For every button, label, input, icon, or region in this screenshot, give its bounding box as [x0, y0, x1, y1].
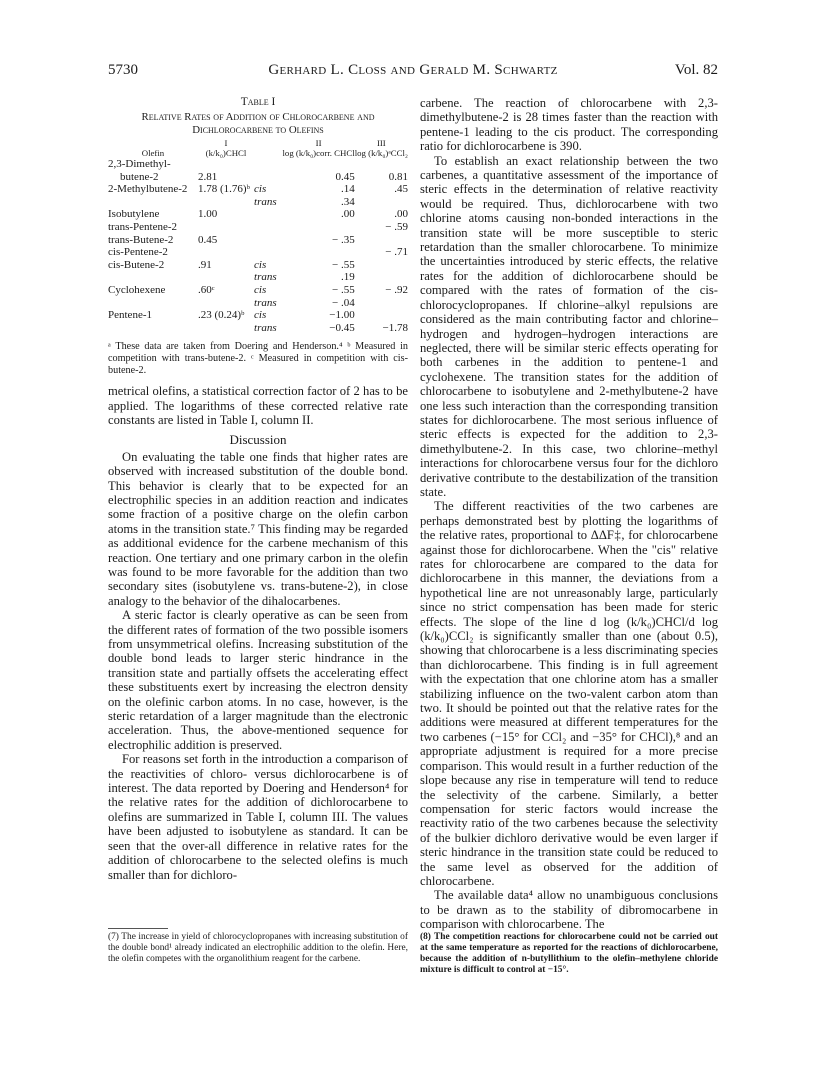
table-cell-olefin — [108, 196, 198, 209]
col-number: I — [224, 138, 228, 148]
table-cell-iso: trans — [254, 271, 277, 284]
table-cell-iso — [254, 208, 282, 221]
table-cell-i — [198, 246, 254, 259]
section-heading: Discussion — [229, 432, 287, 448]
page-header — [108, 62, 718, 84]
table-cell-iii — [355, 234, 408, 247]
table-row — [108, 322, 408, 335]
table-row — [108, 297, 408, 310]
table-header-row — [108, 148, 408, 158]
running-authors: Gerhard L. Closs and Gerald M. Schwartz — [268, 62, 558, 78]
table-row — [108, 183, 408, 196]
table-cell-iso — [254, 171, 282, 184]
paragraph: The different reactivities of the two carbenes are perhaps demonstrated best by plotting the logarithms of the relative rates, proportional to ΔΔF‡, for chlorocarbene against those for dichlorocarbene. When the "cis" relative rates for chlorocarbene are compared to the data for dichlorocarbene in this manner, the deviations from a hypothetical line are not unreasonably large, particularly since no strict compensation has been made for steric effects. The slope of the line d log (k/k₀)CHCl/d log (k/k₀)CCl₂ is significantly smaller than one (about 0.5), showing that chlorocarbene is a less discriminating species than dichlorocarbene. This finding is in full agreement with the expectation that one chlorine atom has a smaller stabilizing influence on the two-valent carbon atom than two. It should be pointed out that the relative rates for the additions were measured at different temperatures for the two carbenes (−15° for CCl₂ and −35° for CHCl),⁸ and an appropriate adjustment is required for a more precise comparison. This would result in a further reduction of the slope because any rise in temperature will tend to reduce the selectivity of the carbene. Similarly, a better compensation for steric factors would increase the reactivity ratio of the two carbenes because the selectivity of the bulkier dichloro derivative would be even larger if steric hindrance in the transition state could be reduced to the same level as observed for the addition of chlorocarbene. — [420, 499, 718, 888]
paragraph: carbene. The reaction of chlorocarbene with 2,3-dimethylbutene-2 is 28 times faster than the reaction with pentene-1 leading to the cis product. The corresponding ratio for dichlorocarbene is 390. — [420, 96, 718, 154]
table-cell-olefin: 2,3-Dimethyl- — [108, 158, 171, 170]
col-head-i: (k/k₀)CHCl — [205, 148, 247, 158]
table-row — [108, 284, 408, 297]
table-label: Table I — [240, 96, 276, 108]
table-cell-olefin: Pentene-1 — [108, 309, 152, 322]
table-cell-iii: − .92 — [385, 283, 408, 296]
table-cell-olefin: trans-Butene-2 — [108, 233, 174, 246]
table-cell-iso: cis — [254, 258, 267, 271]
table-cell-i — [198, 158, 254, 171]
paragraph: metrical olefins, a statistical correction factor of 2 has to be applied. The logarithms of these corrected relative rate constants are listed in Table I, column II. — [108, 384, 408, 427]
table-cell-i: .23 (0.24)ᵇ — [197, 309, 245, 322]
table-cell-ii: − .35 — [331, 233, 355, 246]
table-row — [108, 259, 408, 272]
table-cell-ii — [282, 158, 354, 171]
table-cell-i — [198, 271, 254, 284]
table-cell-olefin — [108, 297, 198, 310]
table-row — [108, 309, 408, 322]
table-cell-ii — [282, 221, 354, 234]
table-cell-iii: .45 — [394, 183, 408, 196]
table-cell-iii — [355, 309, 408, 322]
table-notes: ᵃ These data are taken from Doering and Henderson.⁴ ᵇ Measured in competition with trans-butene-2. ᶜ Measured in competition with cis-butene-2. — [108, 341, 408, 376]
table-cell-i: 1.78 (1.76)ᵇ — [197, 183, 250, 196]
table-cell-i: 2.81 — [197, 170, 218, 183]
table-cell-iii — [355, 196, 408, 209]
table-cell-olefin — [108, 271, 198, 284]
right-column — [420, 96, 718, 932]
table-cell-ii: .14 — [340, 183, 355, 196]
table-cell-iso — [254, 246, 282, 259]
table-cell-olefin: cis-Butene-2 — [108, 258, 165, 271]
table-title: Relative Rates of Addition of Chlorocarbene and Dichlorocarbene to Olefins — [141, 111, 375, 136]
table-row — [108, 196, 408, 209]
table-cell-iii — [355, 271, 408, 284]
table-cell-iii — [355, 297, 408, 310]
table-cell-ii: .34 — [340, 195, 355, 208]
table-cell-ii: −1.00 — [329, 309, 355, 322]
table-cell-iii: 0.81 — [388, 170, 408, 183]
paragraph: A steric factor is clearly operative as can be seen from the different rates of formation of the two possible isomers from unsymmetrical olefins. Increasing substitution of the double bond leads to larger steric hindrance in the transition state and partially offsets the accelerating effect these substituents exert by increasing the electron density on the olefinic carbon atoms. In no case, however, is the steric retardation of a larger magnitude than the electronic acceleration. Thus, the above-mentioned sequence for electrophilic addition is preserved. — [108, 608, 408, 752]
table-cell-ii: − .55 — [331, 283, 355, 296]
table-row — [108, 234, 408, 247]
footnote-rule — [108, 928, 168, 929]
table-cell-iii — [355, 158, 408, 171]
paragraph: For reasons set forth in the introduction a comparison of the reactivities of chloro- versus dichlorocarbene is of interest. The data reported by Doering and Henderson⁴ for the relative rates for the addition of dichlorocarbene to olefins are summarized in Table I, column III. The values have been adjusted to isobutylene as standard. It can be seen that the over-all difference in relative rates for the addition of chlorocarbene to the selected olefins is much smaller than for dichloro- — [108, 752, 408, 882]
table-cell-ii: −0.45 — [329, 321, 355, 334]
col-number: II — [315, 138, 322, 148]
table-row — [108, 208, 408, 221]
table-cell-iso: trans — [254, 195, 277, 208]
rates-table — [108, 138, 408, 334]
table-cell-ii: .00 — [340, 208, 355, 221]
volume-label: Vol. 82 — [674, 62, 718, 78]
table-cell-iso: cis — [254, 183, 267, 196]
table-cell-iso: cis — [254, 309, 267, 322]
table-cell-iii: − .59 — [385, 220, 408, 233]
col-head-iii: log (k/k₀)ᵃCCl₂ — [354, 148, 408, 158]
table-row — [108, 221, 408, 234]
table-cell-iso: trans — [254, 321, 277, 334]
table-row — [108, 246, 408, 259]
table-cell-ii: 0.45 — [335, 170, 355, 183]
table-cell-i — [198, 297, 254, 310]
table-cell-olefin: Isobutylene — [108, 208, 160, 221]
table-row — [108, 158, 408, 171]
table-cell-olefin — [108, 322, 198, 335]
table-cell-iso — [254, 234, 282, 247]
table-cell-ii: .19 — [340, 271, 355, 284]
col-head-olefin: Olefin — [141, 148, 165, 158]
table-cell-iii: .00 — [394, 208, 408, 221]
table-cell-ii: − .04 — [331, 296, 355, 309]
table-cell-ii — [282, 246, 354, 259]
table-cell-i: .91 — [197, 258, 212, 271]
footnote-7: (7) The increase in yield of chlorocyclopropanes with increasing substitution of the double bond¹ already indicated an electrophilic addition to the olefin. Here, the olefin competes with the organolithium reagent for the carbene. — [108, 932, 408, 964]
table-cell-i — [198, 221, 254, 234]
table-cell-olefin: butene-2 — [120, 170, 159, 183]
paragraph: The available data⁴ allow no unambiguous conclusions to be drawn as to the stability of dibromocarbene in comparison with chlorocarbene. The — [420, 888, 718, 932]
table-row — [108, 271, 408, 284]
table-cell-iso: cis — [254, 283, 267, 296]
table-cell-olefin: cis-Pentene-2 — [108, 246, 168, 259]
left-body — [108, 384, 408, 882]
table-cell-i: 1.00 — [197, 208, 218, 221]
table-cell-iii: −1.78 — [382, 321, 408, 334]
paragraph: On evaluating the table one finds that higher rates are observed with increased substitution of the double bond. This behavior is clearly that to be expected for an electrophilic species in an addition reaction and indicates some fraction of a positive charge on the olefin carbon atoms in the transition state.⁷ This finding may be regarded as additional evidence for the carbene mechanism of this reaction. One tertiary and one primary carbon in the olefin was found to be more favorable for the addition than two secondary sites (isobutylene vs. trans-butene-2), in close analogy to the behavior of the dihalocarbenes. — [108, 449, 408, 608]
table-cell-iii: − .71 — [385, 246, 408, 259]
table-cell-iso — [254, 221, 282, 234]
footnote-8: (8) The competition reactions for chlorocarbene could not be carried out at the same temperature as reported for the reactions of dichlorocarbene, because the addition of n-butyllithium to the olefin–methylene chloride mixture is difficult to control at −15°. — [420, 932, 718, 975]
table-cell-i — [198, 196, 254, 209]
table-cell-i: 0.45 — [197, 233, 218, 246]
table-cell-olefin: 2-Methylbutene-2 — [108, 183, 188, 196]
table-cell-iso — [254, 158, 282, 171]
col-head-ii: log (k/k₀)corr. CHCl — [282, 148, 355, 158]
table-cell-ii: − .55 — [331, 258, 355, 271]
left-column — [108, 96, 408, 882]
table-row — [108, 171, 408, 184]
paragraph: To establish an exact relationship between the two carbenes, a quantitative assessment of the importance of steric effects in the determination of relative reactivity would be required. Thus, dichlorocarbene with two chlorine atoms causing non-bonded interactions in the transition state will be more susceptible to steric retardation than the smaller chlorocarbene. To minimize the uncertainties introduced by steric effects, the relative rates for the addition of dichlorocarbene should be compared with the rates of formation of the cis-chlorocyclopropanes. If chlorine–alkyl repulsions are considered as the main contributing factor and chlorine–hydrogen and hydrogen–hydrogen interactions are neglected, there will be similar steric effects operating for both carbenes in the addition to pentene-1 and cyclohexene. The transition states for the addition of chlorocarbene to isobutylene and 2-methylbutene-2 have one less such interaction than the corresponding transition states for dichlorocarbene. The most serious influence of steric effects is expected for the addition to 2,3-dimethylbutene-2. In this case, two chlorine–methyl interactions for chlorocarbene versus four for the dichloro derivative contribute to the destabilization of the transition state. — [420, 153, 718, 499]
table-number-row — [108, 138, 408, 148]
table-cell-i: .60ᶜ — [197, 283, 215, 296]
table-cell-iii — [355, 259, 408, 272]
table-cell-i — [198, 322, 254, 335]
col-number: III — [376, 138, 386, 148]
table-cell-iso: trans — [254, 296, 277, 309]
page-number: 5730 — [108, 62, 138, 78]
table-cell-olefin: Cyclohexene — [108, 283, 166, 296]
table-cell-olefin: trans-Pentene-2 — [108, 220, 178, 233]
